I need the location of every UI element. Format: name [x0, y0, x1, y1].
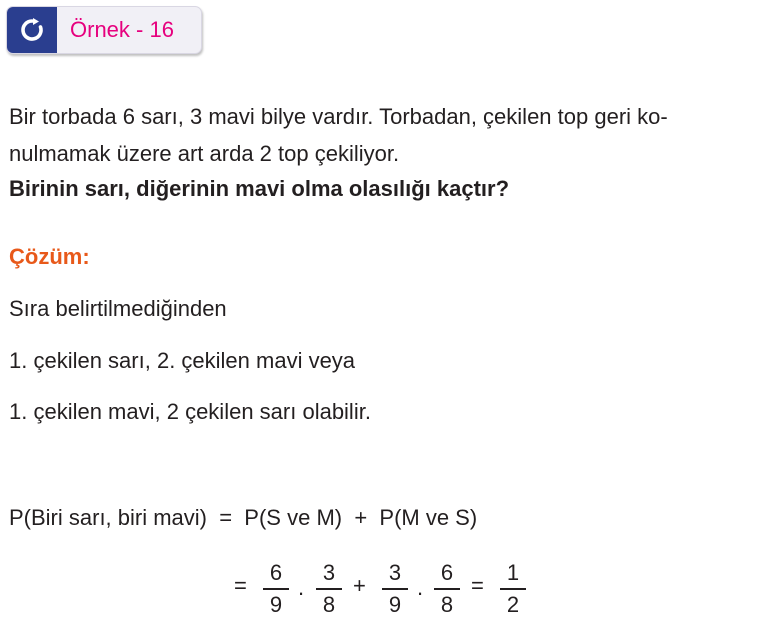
fraction-2-numerator: 3 — [322, 560, 336, 585]
solution-heading: Çözüm: — [9, 244, 90, 269]
example-badge — [6, 6, 202, 54]
solution-line-2: 1. çekilen sarı, 2. çekilen mavi veya — [9, 348, 356, 373]
formula-equals-2: = — [471, 573, 484, 598]
fraction-3-denominator: 9 — [388, 591, 402, 617]
example-icon-box — [7, 7, 57, 53]
problem-question: Birinin sarı, diğerinin mavi olma olasılığı kaçtır? — [9, 176, 510, 201]
problem-line-2: nulmamak üzere art arda 2 top çekiliyor. — [9, 141, 400, 166]
formula-lhs: P(Biri sarı, biri mavi) = P(S ve M) + P(M ve S) — [9, 505, 478, 530]
fraction-5-denominator: 2 — [506, 591, 520, 617]
formula-dot-1: . — [298, 575, 305, 600]
fraction-1-denominator: 9 — [269, 591, 283, 617]
refresh-icon — [19, 17, 45, 43]
example-title: Örnek - 16 — [70, 17, 174, 42]
fraction-4-bar — [434, 588, 460, 590]
formula-dot-2: . — [417, 575, 424, 600]
fraction-5 — [500, 560, 526, 618]
problem-line-1: Bir torbada 6 sarı, 3 mavi bilye vardır. Torbadan, çekilen top geri ko- — [9, 104, 668, 129]
formula-equals-1: = — [234, 573, 247, 598]
fraction-1-bar — [263, 588, 289, 590]
fraction-2-denominator: 8 — [322, 591, 336, 617]
fraction-4 — [434, 560, 460, 618]
fraction-3 — [382, 560, 408, 618]
fraction-3-bar — [382, 588, 408, 590]
solution-line-1: Sıra belirtilmediğinden — [9, 296, 227, 321]
fraction-3-numerator: 3 — [388, 560, 402, 585]
fraction-4-denominator: 8 — [440, 591, 454, 617]
fraction-4-numerator: 6 — [440, 560, 454, 585]
fraction-5-bar — [500, 588, 526, 590]
fraction-1-numerator: 6 — [269, 560, 283, 585]
formula-plus: + — [353, 573, 366, 598]
fraction-2-bar — [316, 588, 342, 590]
fraction-2 — [316, 560, 342, 618]
fraction-1 — [263, 560, 289, 618]
fraction-5-numerator: 1 — [506, 560, 520, 585]
solution-line-3: 1. çekilen mavi, 2 çekilen sarı olabilir. — [9, 399, 371, 424]
